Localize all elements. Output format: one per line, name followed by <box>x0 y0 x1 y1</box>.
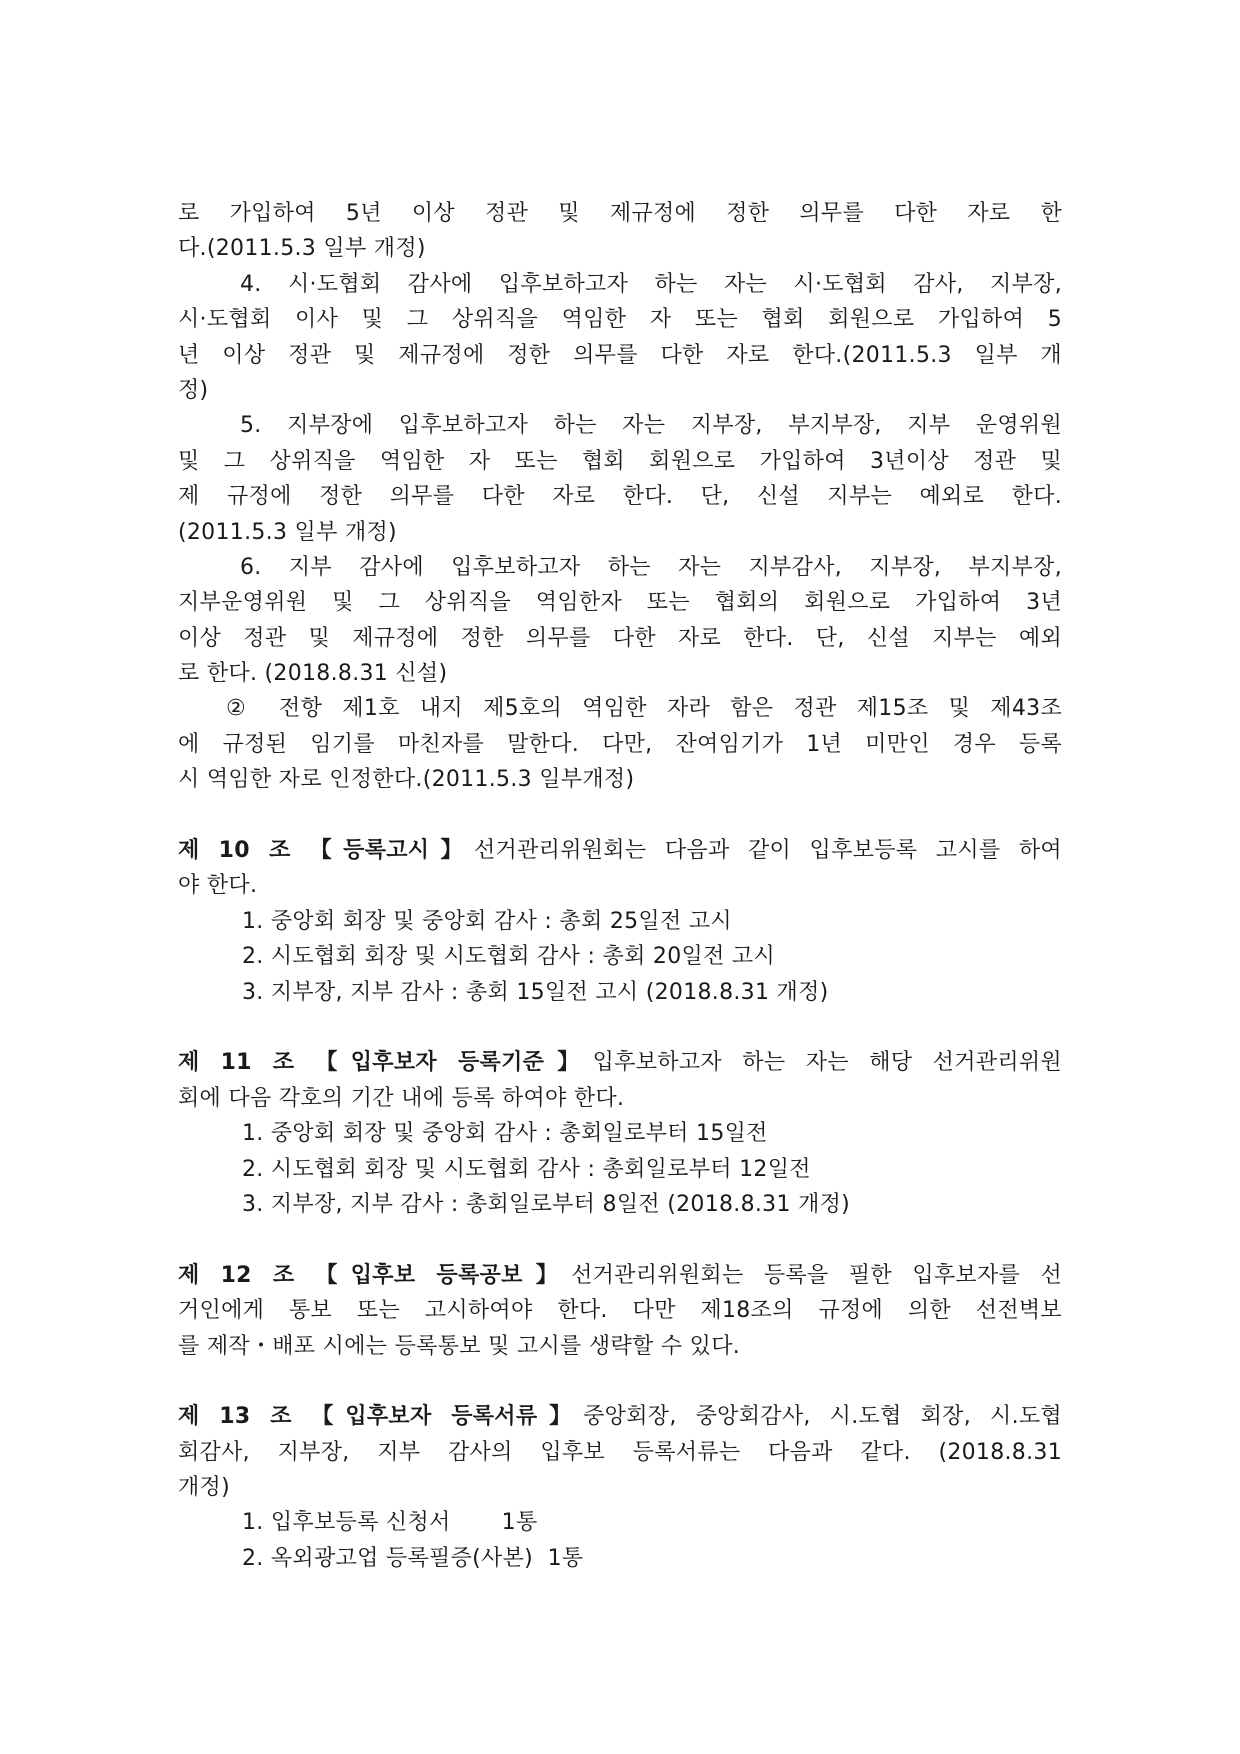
article-13-text: 중앙회장, 중앙회감사, 시.도협 회장, 시.도협 <box>583 1404 1062 1430</box>
item-4-line: 정) <box>178 377 209 403</box>
article-11-text: 입후보하고자 하는 자는 해당 선거관리위원 <box>592 1050 1062 1076</box>
paragraph-2-line: ② 전항 제1호 내지 제5호의 역임한 자라 함은 정관 제15조 및 제43조 <box>226 696 1062 722</box>
article-12-heading: 제 12 조 【입후보 등록공보】 <box>178 1262 572 1288</box>
article-11-line: 회에 다음 각호의 기간 내에 등록 하여야 한다. <box>178 1085 625 1111</box>
item-6-line: 지부운영위원 및 그 상위직을 역임한자 또는 협회의 회원으로 가입하여 3년 <box>178 590 1062 616</box>
article-11-item: 1. 중앙회 회장 및 중앙회 감사 : 총회일로부터 15일전 <box>242 1121 768 1147</box>
article-13-item: 2. 옥외광고업 등록필증(사본) 1통 <box>242 1545 584 1571</box>
spacer <box>178 1222 1062 1257</box>
item-5-line: 5. 지부장에 입후보하고자 하는 자는 지부장, 부지부장, 지부 운영위원 <box>240 413 1062 439</box>
article-13-heading: 제 13 조 【입후보자 등록서류】 <box>178 1404 584 1430</box>
article-10-item: 1. 중앙회 회장 및 중앙회 감사 : 총회 25일전 고시 <box>242 908 732 934</box>
item-6-line: 로 한다. (2018.8.31 신설) <box>178 661 448 687</box>
item-5-line: (2011.5.3 일부 개정) <box>178 519 397 545</box>
item-5-line: 제 규정에 정한 의무를 다한 자로 한다. 단, 신설 지부는 예외로 한다. <box>178 484 1062 510</box>
paragraph-2-line: 시 역임한 자로 인정한다.(2011.5.3 일부개정) <box>178 767 635 793</box>
spacer <box>178 1010 1062 1045</box>
document-page <box>178 196 1062 1576</box>
article-12-line: 거인에게 통보 또는 고시하여야 한다. 다만 제18조의 규정에 의한 선전벽보 <box>178 1298 1062 1324</box>
paragraph-2-line: 에 규정된 임기를 마친자를 말한다. 다만, 잔여임기가 1년 미만인 경우 등록 <box>178 731 1062 757</box>
item-5-line: 및 그 상위직을 역임한 자 또는 협회 회원으로 가입하여 3년이상 정관 및 <box>178 448 1062 474</box>
article-11-heading: 제 11 조 【입후보자 등록기준】 <box>178 1050 593 1076</box>
article-10-item: 3. 지부장, 지부 감사 : 총회 15일전 고시 (2018.8.31 개정) <box>242 979 829 1005</box>
article-10-first-line <box>178 833 1062 868</box>
text-line: 다.(2011.5.3 일부 개정) <box>178 236 426 262</box>
item-4-line: 시·도협회 이사 및 그 상위직을 역임한 자 또는 협회 회원으로 가입하여 5 <box>178 307 1062 333</box>
article-13-line: 회감사, 지부장, 지부 감사의 입후보 등록서류는 다음과 같다. (2018.8.31 <box>178 1439 1062 1465</box>
article-10-line: 야 한다. <box>178 873 258 899</box>
article-12-line: 를 제작・배포 시에는 등록통보 및 고시를 생략할 수 있다. <box>178 1333 741 1359</box>
article-10-text: 선거관리위원회는 다음과 같이 입후보등록 고시를 하여 <box>474 838 1062 864</box>
item-6-line: 6. 지부 감사에 입후보하고자 하는 자는 지부감사, 지부장, 부지부장, <box>240 554 1062 580</box>
article-10-item: 2. 시도협회 회장 및 시도협회 감사 : 총회 20일전 고시 <box>242 944 776 970</box>
text-line: 로 가입하여 5년 이상 정관 및 제규정에 정한 의무를 다한 자로 한 <box>178 201 1062 226</box>
spacer <box>178 798 1062 833</box>
item-6-line: 이상 정관 및 제규정에 정한 의무를 다한 자로 한다. 단, 신설 지부는 예외 <box>178 625 1062 651</box>
article-11-first-line <box>178 1045 1062 1080</box>
article-12-text: 선거관리위원회는 등록을 필한 입후보자를 선 <box>571 1262 1062 1288</box>
article-13-first-line <box>178 1399 1062 1434</box>
item-4-line: 년 이상 정관 및 제규정에 정한 의무를 다한 자로 한다.(2011.5.3 일부 개 <box>178 342 1062 368</box>
article-13-line: 개정) <box>178 1475 230 1501</box>
article-10-heading: 제 10 조 【등록고시】 <box>178 838 474 864</box>
article-12-first-line <box>178 1258 1062 1293</box>
article-11-item: 2. 시도협회 회장 및 시도협회 감사 : 총회일로부터 12일전 <box>242 1156 811 1182</box>
article-11-item: 3. 지부장, 지부 감사 : 총회일로부터 8일전 (2018.8.31 개정) <box>242 1191 851 1217</box>
item-4-line: 4. 시·도협회 감사에 입후보하고자 하는 자는 시·도협회 감사, 지부장, <box>240 271 1062 297</box>
article-13-item: 1. 입후보등록 신청서 1통 <box>242 1510 538 1536</box>
spacer <box>178 1364 1062 1399</box>
